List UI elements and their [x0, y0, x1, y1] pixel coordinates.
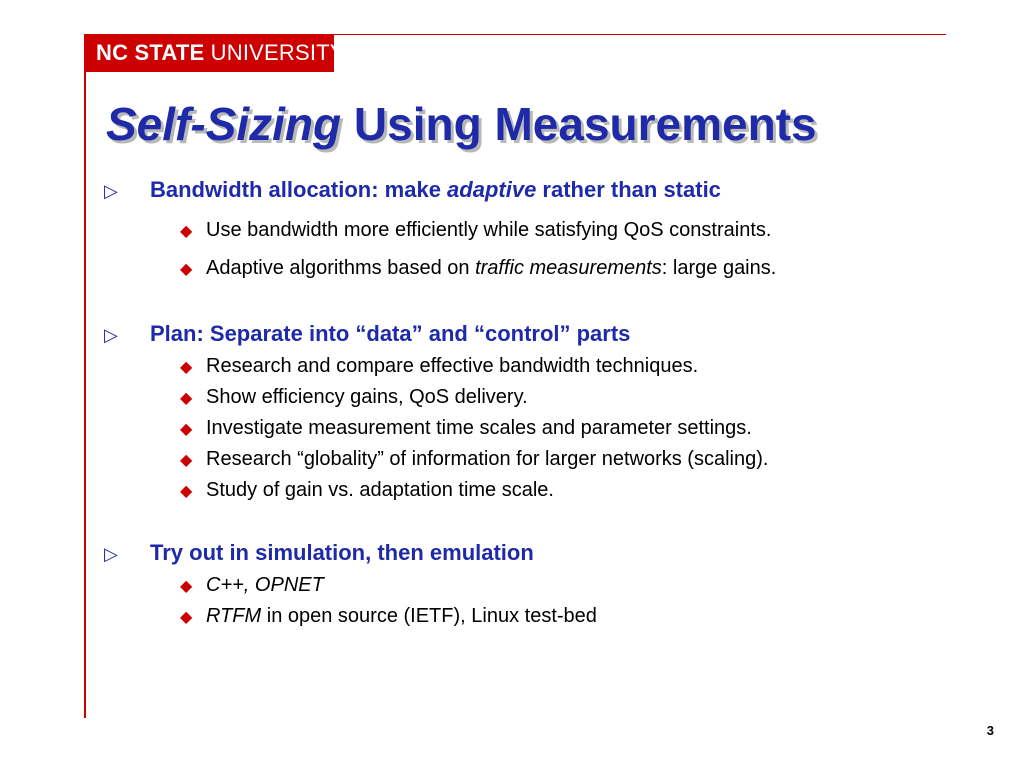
bullet-plan: ▷ Plan: Separate into “data” and “control” parts	[104, 320, 630, 349]
sub-bullet-item: ◆ Research and compare effective bandwidth techniques.	[180, 353, 698, 381]
left-rule	[84, 34, 86, 718]
diamond-bullet-icon: ◆	[180, 452, 193, 469]
triangle-bullet-icon: ▷	[104, 325, 118, 345]
title-italic: Self-Sizing	[106, 98, 342, 150]
sub-bullet-item: ◆ Adaptive algorithms based on traffic measurements: large gains.	[180, 255, 776, 283]
sub-bullet-item: ◆ Investigate measurement time scales and parameter settings.	[180, 415, 752, 443]
diamond-bullet-icon: ◆	[180, 223, 193, 240]
diamond-bullet-icon: ◆	[180, 359, 193, 376]
university-logo: NC STATE UNIVERSITY	[84, 34, 334, 72]
diamond-bullet-icon: ◆	[180, 609, 193, 626]
sub-bullet-item: ◆ Research “globality” of information for larger networks (scaling).	[180, 446, 768, 474]
sub-bullet-item: ◆ RTFM in open source (IETF), Linux test-bed	[180, 603, 597, 631]
triangle-bullet-icon: ▷	[104, 544, 118, 564]
sub-bullet-item: ◆ Study of gain vs. adaptation time scale.	[180, 477, 554, 505]
diamond-bullet-icon: ◆	[180, 483, 193, 500]
triangle-bullet-icon: ▷	[104, 181, 118, 201]
diamond-bullet-icon: ◆	[180, 261, 193, 278]
bullet-try-out: ▷ Try out in simulation, then emulation	[104, 539, 534, 568]
diamond-bullet-icon: ◆	[180, 578, 193, 595]
page-number: 3	[986, 723, 994, 738]
diamond-bullet-icon: ◆	[180, 421, 193, 438]
diamond-bullet-icon: ◆	[180, 390, 193, 407]
slide-title	[106, 94, 817, 154]
sub-bullet-item: ◆ Use bandwidth more efficiently while satisfying QoS constraints.	[180, 217, 771, 245]
sub-bullet-item: ◆ C++, OPNET	[180, 572, 324, 600]
bullet-bandwidth-allocation: ▷ Bandwidth allocation: make adaptive rather than static	[104, 176, 721, 205]
title-rest: Using Measurements	[341, 98, 817, 150]
sub-bullet-item: ◆ Show efficiency gains, QoS delivery.	[180, 384, 528, 412]
